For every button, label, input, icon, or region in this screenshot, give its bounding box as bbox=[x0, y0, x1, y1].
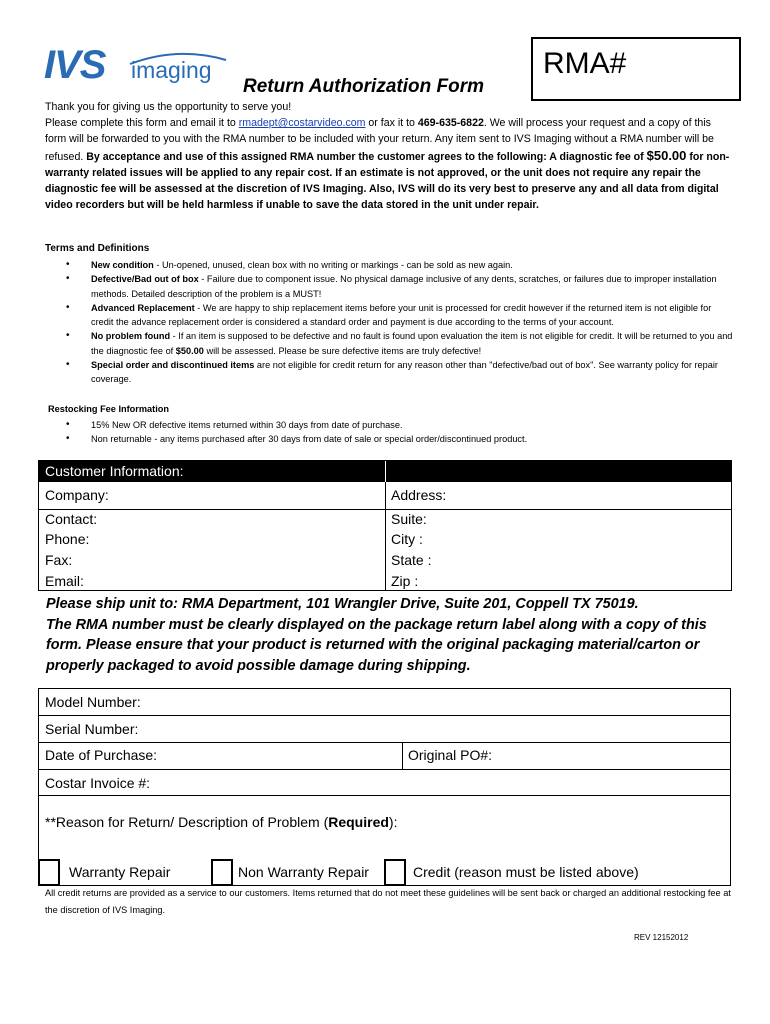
logo-ivs-text: IVS bbox=[44, 43, 106, 87]
city-field[interactable]: City : bbox=[391, 531, 423, 547]
non-warranty-repair-label: Non Warranty Repair bbox=[238, 864, 369, 880]
ivs-imaging-logo bbox=[44, 44, 229, 92]
credit-label: Credit (reason must be listed above) bbox=[413, 864, 639, 880]
form-title: Return Authorization Form bbox=[243, 76, 484, 97]
list-item: • No problem found - If an item is supposed to be defective and no fault is found upon evaluation the item is not eligible for credit. It will be returned to you and the diagnostic fee of $50.00 will be assessed. Please be sure defective items are truly defective! bbox=[66, 329, 736, 358]
rma-email-link[interactable]: rmadept@costarvideo.com bbox=[238, 117, 366, 130]
non-warranty-repair-checkbox[interactable] bbox=[211, 859, 233, 886]
contact-field[interactable]: Contact: bbox=[45, 511, 98, 527]
email-field[interactable]: Email: bbox=[45, 573, 84, 589]
rma-number-box[interactable] bbox=[531, 37, 741, 101]
credit-returns-note: All credit returns are provided as a service to our customers. Items returned that do not meet these guidelines will be sent back or charged an additional restocking fee at the discretion of IVS Imaging. bbox=[45, 888, 731, 915]
intro-paragraph: Please complete this form and email it to rmadept@costarvideo.com or fax it to 469-635-6822. We will process your request and a copy of this form will be forwarded to you with the RMA number to be included with your return. Any item sent to IVS Imaging without a RMA number will be refused. By acceptance and use of this assigned RMA number the customer agrees to the following: A diagnostic fee of $50.00 for non-warranty related issues will be applied to any repair cost. If an estimate is not approved, or the unit does not require any repair the diagnostic fee will be assessed at the discretion of IVS Imaging. Also, IVS will do its very best to preserve any and all data from digital video recorders but will be held harmless if unable to save the data stored in the unit under repair. bbox=[45, 117, 730, 212]
customer-info-table bbox=[38, 460, 732, 591]
warranty-repair-checkbox[interactable] bbox=[38, 859, 60, 886]
date-of-purchase-field[interactable]: Date of Purchase: bbox=[45, 747, 158, 763]
suite-field[interactable]: Suite: bbox=[391, 511, 427, 527]
costar-invoice-field[interactable]: Costar Invoice #: bbox=[45, 775, 151, 791]
reason-for-return-field[interactable]: **Reason for Return/ Description of Problem (Required): bbox=[45, 814, 398, 830]
warranty-repair-label: Warranty Repair bbox=[69, 864, 171, 880]
logo-imaging-text: imaging bbox=[131, 57, 212, 83]
product-info-table bbox=[38, 688, 731, 886]
original-po-field[interactable]: Original PO#: bbox=[408, 747, 493, 763]
zip-field[interactable]: Zip : bbox=[391, 573, 419, 589]
fax-number: 469-635-6822 bbox=[417, 117, 484, 130]
ship-note: The RMA number must be clearly displayed on the package return label along with a copy of this form. Please ensure that your product is returned with the original packaging material/carton or properly packaged to avoid possible damage during shipping. bbox=[46, 616, 707, 674]
rma-label: RMA# bbox=[543, 47, 627, 80]
terms-heading: Terms and Definitions bbox=[45, 243, 150, 254]
list-item: • Defective/Bad out of box - Failure due to component issue. No physical damage inclusive of any dents, scratches, or failures due to improper installation methods. Detailed description of the problem is a MUST! bbox=[66, 272, 736, 301]
serial-number-field[interactable]: Serial Number: bbox=[45, 721, 139, 737]
model-number-field[interactable]: Model Number: bbox=[45, 694, 141, 710]
diagnostic-fee: $50.00 bbox=[646, 147, 687, 163]
list-item: • Non returnable - any items purchased after 30 days from date of sale or special order/discontinued product. bbox=[66, 432, 736, 446]
ship-address: Please ship unit to: RMA Department, 101 Wrangler Drive, Suite 201, Coppell TX 75019. bbox=[46, 596, 639, 612]
restocking-heading: Restocking Fee Information bbox=[48, 404, 169, 414]
customer-info-header bbox=[39, 461, 731, 482]
restocking-list bbox=[66, 418, 736, 447]
address-field[interactable]: Address: bbox=[391, 487, 447, 503]
intro-text bbox=[45, 99, 735, 213]
state-field[interactable]: State : bbox=[391, 552, 432, 568]
list-item: • 15% New OR defective items returned within 30 days from date of purchase. bbox=[66, 418, 736, 432]
credit-checkbox[interactable] bbox=[384, 859, 406, 886]
terms-list bbox=[66, 258, 736, 387]
revision-number: REV 12152012 bbox=[634, 933, 689, 942]
intro-thanks: Thank you for giving us the opportunity to serve you! bbox=[45, 101, 292, 113]
customer-info-title: Customer Information: bbox=[45, 463, 184, 479]
list-item: • Advanced Replacement - We are happy to ship replacement items before your unit is processed for credit however if the returned item is not eligible for credit the advance replacement order is considered a standard order and payment is due according to the terms of your account. bbox=[66, 301, 736, 330]
list-item: • New condition - Un-opened, unused, clean box with no writing or markings - can be sold as new again. bbox=[66, 258, 736, 272]
shipping-instructions bbox=[46, 594, 736, 676]
phone-field[interactable]: Phone: bbox=[45, 531, 90, 547]
company-field[interactable]: Company: bbox=[45, 487, 109, 503]
fax-field[interactable]: Fax: bbox=[45, 552, 73, 568]
list-item: • Special order and discontinued items are not eligible for credit return for any reason other than "defective/bad out of box". See warranty policy for repair coverage. bbox=[66, 358, 736, 387]
